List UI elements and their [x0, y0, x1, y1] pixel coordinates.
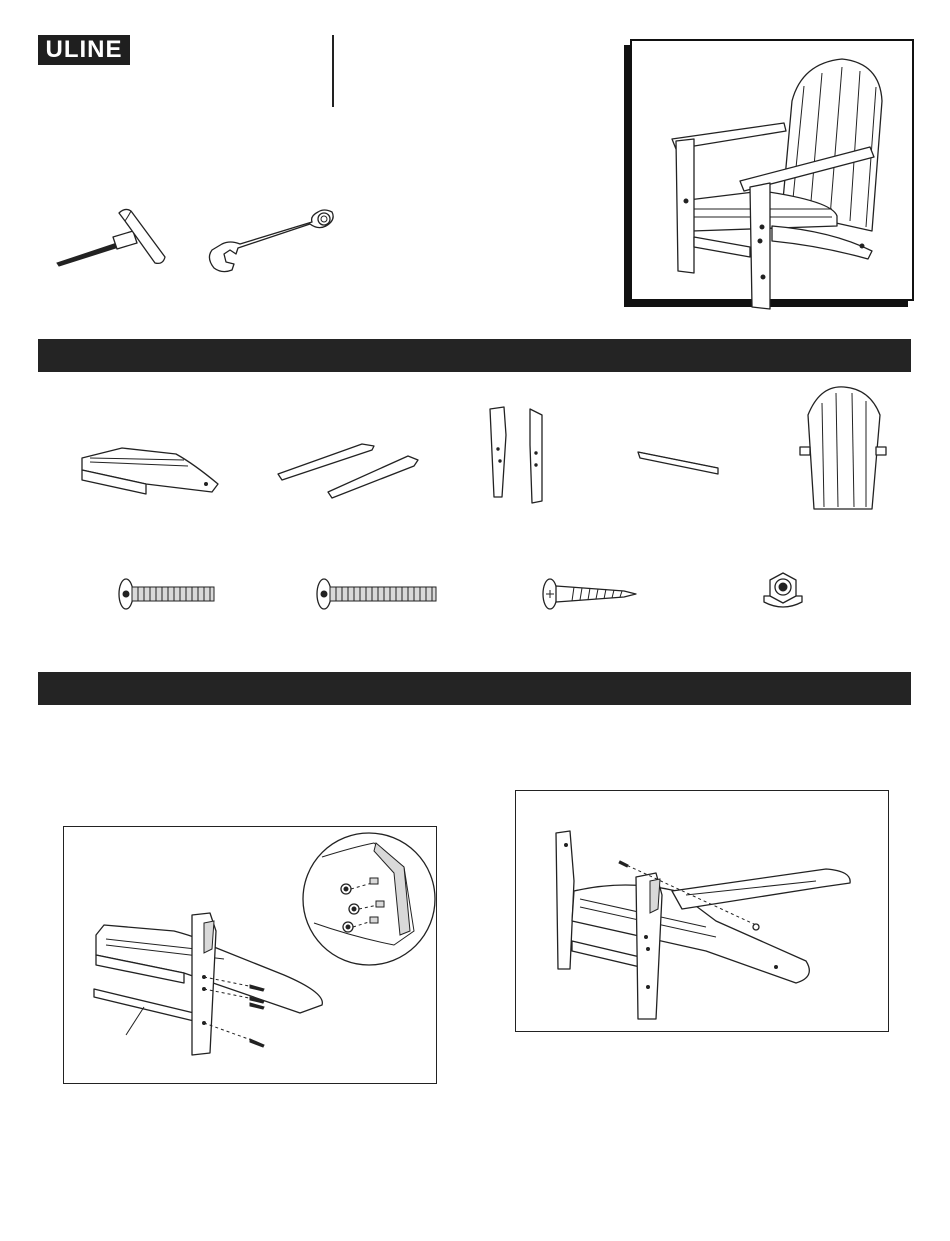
step-2-illustration-frame: [515, 790, 889, 1032]
hex-key-icon: [55, 205, 175, 270]
short-bolt-icon: [116, 577, 218, 613]
step-1-illustration-frame: [63, 826, 437, 1084]
wood-screw-icon: [540, 577, 640, 613]
finished-chair-illustration: [632, 41, 912, 299]
uline-logo: ULINE: [38, 35, 130, 65]
header-divider: [332, 35, 334, 107]
long-bolt-icon: [314, 577, 440, 613]
parts-section-band: [38, 339, 911, 372]
wrench-icon: [200, 210, 345, 275]
lock-nut-icon: [760, 568, 806, 614]
finished-chair-image-frame: [630, 39, 914, 301]
step-2-illustration: [516, 791, 888, 1031]
front-legs-icon: [486, 405, 556, 505]
support-rail-icon: [634, 448, 724, 478]
assembly-section-band: [38, 672, 911, 705]
step-1-illustration: [64, 827, 436, 1083]
armrests-icon: [272, 438, 422, 498]
backrest-icon: [800, 385, 890, 515]
seat-assembly-icon: [76, 440, 226, 500]
